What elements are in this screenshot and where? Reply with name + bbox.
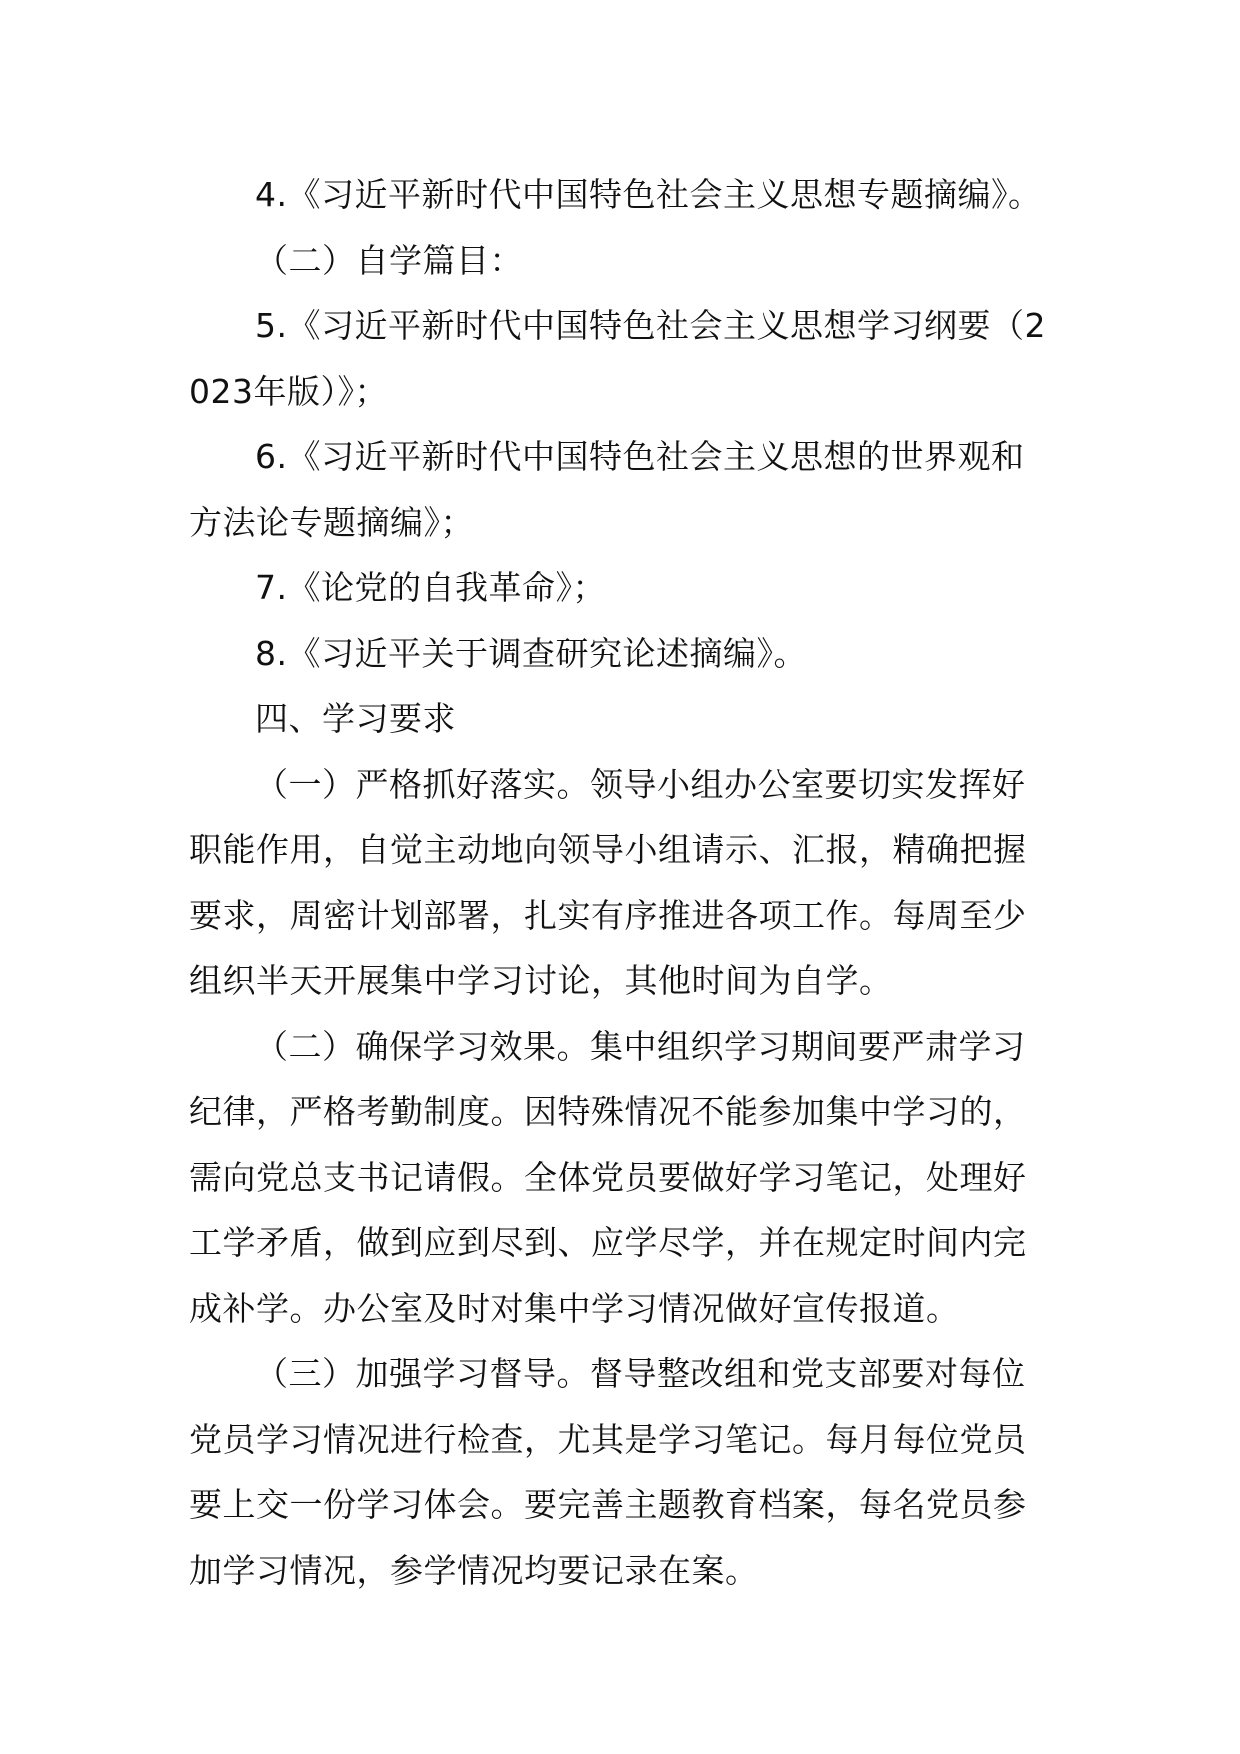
requirement-3-paragraph: （三）加强学习督导。督导整改组和党支部要对每位党员学习情况进行检查，尤其是学习笔记。每月每位党员要上交一份学习体会。要完善主题教育档案，每名党员参加学习情况，参学情况均要记录在案。	[189, 1354, 1027, 1590]
document-body	[189, 162, 1051, 1603]
study-item-4: 4.《习近平新时代中国特色社会主义思想专题摘编》。	[255, 175, 1042, 214]
study-item-6: 6.《习近平新时代中国特色社会主义思想的世界观和方法论专题摘编》；	[189, 437, 1025, 542]
study-item-5: 5.《习近平新时代中国特色社会主义思想学习纲要（2023年版）》；	[189, 306, 1046, 411]
requirement-2-paragraph: （二）确保学习效果。集中组织学习期间要严肃学习纪律，严格考勤制度。因特殊情况不能参加集中学习的，需向党总支书记请假。全体党员要做好学习笔记，处理好工学矛盾，做到应到尽到、应学尽学，并在规定时间内完成补学。办公室及时对集中学习情况做好宣传报道。	[189, 1026, 1027, 1328]
self-study-heading: （二）自学篇目：	[255, 240, 523, 280]
study-item-7: 7.《论党的自我革命》；	[255, 568, 606, 607]
section-4-heading: 四、学习要求	[255, 699, 456, 738]
requirement-1-paragraph: （一）严格抓好落实。领导小组办公室要切实发挥好职能作用，自觉主动地向领导小组请示、汇报，精确把握要求，周密计划部署，扎实有序推进各项工作。每周至少组织半天开展集中学习讨论，其他时间为自学。	[189, 764, 1027, 1000]
study-item-8: 8.《习近平关于调查研究论述摘编》。	[255, 633, 807, 673]
